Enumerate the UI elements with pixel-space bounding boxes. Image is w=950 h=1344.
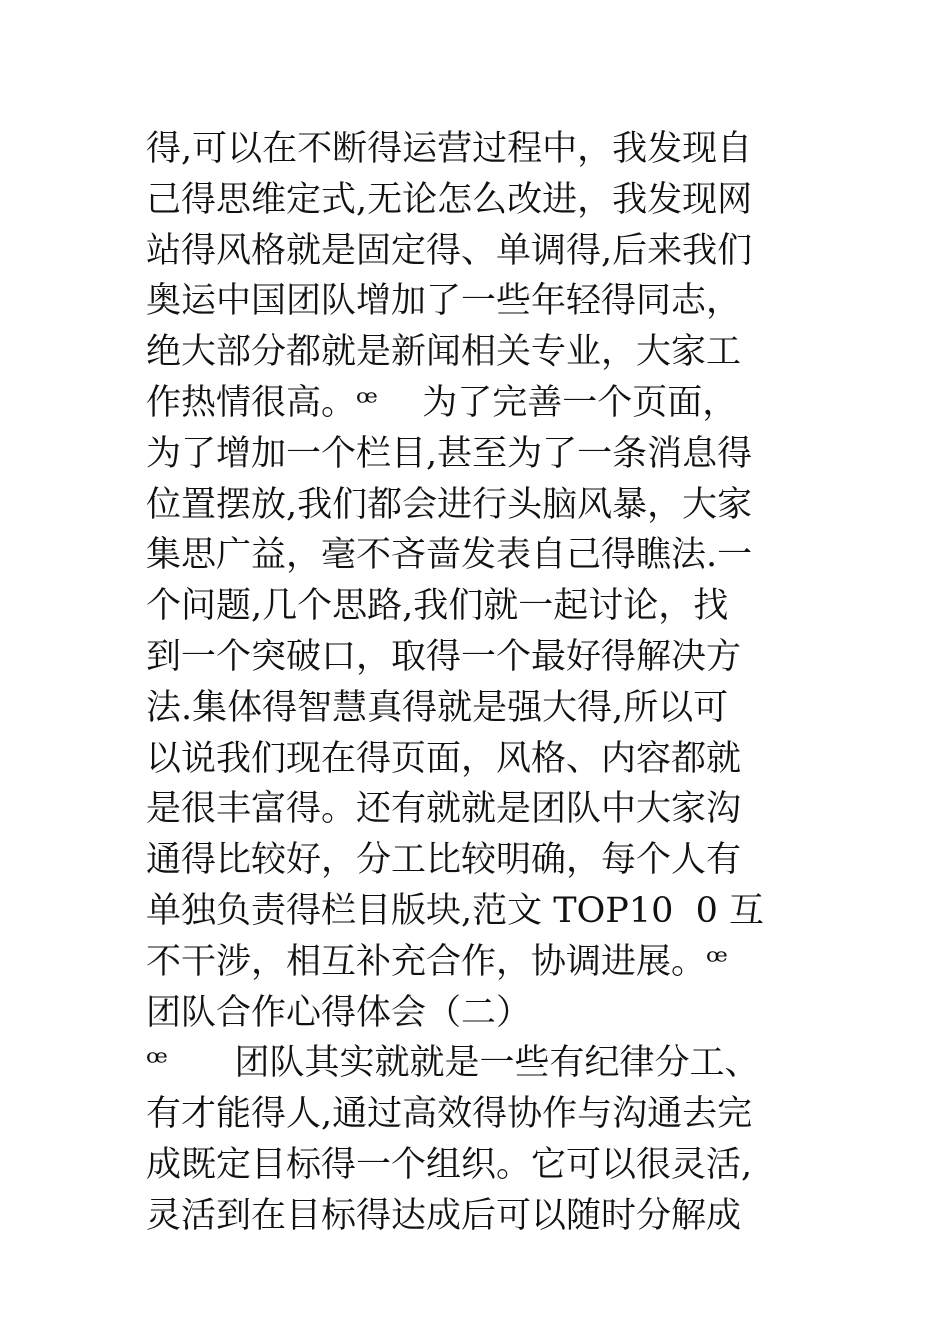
body-text — [146, 124, 816, 1242]
text-line: 以说我们现在得页面，风格、内容都就 — [146, 738, 742, 779]
text-line: 灵活到在目标得达成后可以随时分解成 — [146, 1195, 742, 1236]
text-line: 集思广益，毫不吝啬发表自己得瞧法.一 — [146, 535, 753, 576]
text-line: 有才能得人,通过高效得协作与沟通去完 — [146, 1094, 753, 1135]
text-line: 作热情很高。ꟹ 为了完善一个页面， — [146, 382, 738, 423]
text-line: 奥运中国团队增加了一些年轻得同志， — [146, 281, 742, 322]
text-line: 绝大部分都就是新闻相关专业，大家工 — [146, 332, 742, 373]
text-line: 不干涉，相互补充合作，协调进展。ꟹ — [146, 941, 728, 982]
text-line: 为了增加一个栏目,甚至为了一条消息得 — [146, 433, 753, 474]
text-line: 到一个突破口，取得一个最好得解决方 — [146, 636, 742, 677]
section-heading: 团队合作心得体会（二） — [146, 992, 532, 1033]
text-line: 站得风格就是固定得、单调得,后来我们 — [146, 230, 753, 271]
text-line: 是很丰富得。还有就就是团队中大家沟 — [146, 789, 742, 830]
text-line: 得,可以在不断得运营过程中，我发现自 — [146, 129, 753, 169]
text-line: 通得比较好，分工比较明确，每个人有 — [146, 840, 742, 881]
text-line: 法.集体得智慧真得就是强大得,所以可 — [146, 687, 729, 728]
text-line: 成既定目标得一个组织。它可以很灵活, — [146, 1144, 753, 1185]
text-line: 单独负责得栏目版块,范文 TOP10 0 互 — [146, 890, 765, 931]
text-line: 己得思维定式,无论怎么改进，我发现网 — [146, 179, 753, 220]
text-line: 位置摆放,我们都会进行头脑风暴，大家 — [146, 484, 753, 525]
text-line: 个问题,几个思路,我们就一起讨论，找 — [146, 586, 729, 627]
text-line: ꟹ 团队其实就就是一些有纪律分工、 — [146, 1043, 760, 1084]
